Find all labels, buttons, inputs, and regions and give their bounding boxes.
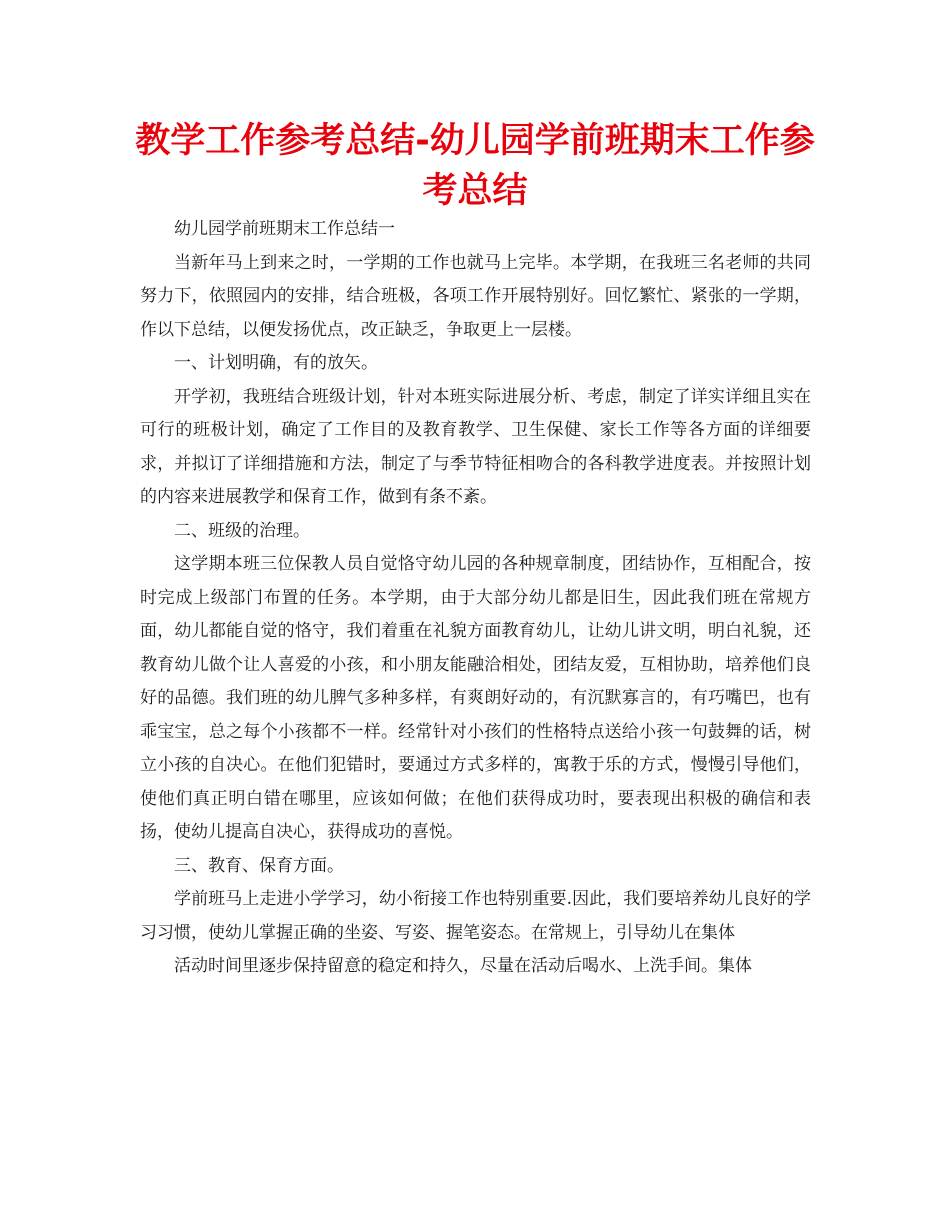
paragraph-intro: 当新年马上到来之时，一学期的工作也就马上完毕。本学期，在我班三名老师的共同努力下，依照园内的安排，结合班极，各项工作开展特别好。回忆繁忙、紧张的一学期，作以下总结，以便发扬优点，改正缺乏，争取更上一层楼。 [140,252,811,340]
paragraph-education-care: 学前班马上走进小学学习，幼小衔接工作也特别重要.因此，我们要培养幼儿良好的学习习惯，使幼儿掌握正确的坐姿、写姿、握笔姿态。在常规上，引导幼儿在集体 [140,889,811,943]
document-title: 教学工作参考总结-幼儿园学前班期末工作参考总结 [135,121,815,211]
section-heading-education-care: 三、教育、保育方面。 [174,855,344,876]
paragraph-continued: 活动时间里逐步保持留意的稳定和持久，尽量在活动后喝水、上洗手间。集体 [174,956,752,976]
section-heading-plan: 一、计划明确，有的放矢。 [174,353,378,373]
document-body [140,213,811,984]
paragraph-heading-summary-one: 幼儿园学前班期末工作总结一 [174,219,395,239]
section-heading-class-management: 二、班级的治理。 [174,520,310,541]
paragraph-class-management: 这学期本班三位保教人员自觉恪守幼儿园的各种规章制度，团结协作，互相配合，按时完成上级部门布置的任务。本学期，由于大部分幼儿都是旧生，因此我们班在常规方面，幼儿都能自觉的恪守，我们着重在礼貌方面教育幼儿，让幼儿讲文明，明白礼貌，还教育幼儿做个让人喜爱的小孩，和小朋友能融洽相处，团结友爱，互相协助，培养他们良好的品德。我们班的幼儿脾气多种多样，有爽朗好动的，有沉默寡言的，有巧嘴巴，也有乖宝宝，总之每个小孩都不一样。经常针对小孩们的性格特点送给小孩一句鼓舞的话，树立小孩的自决心。在他们犯错时，要通过方式多样的，寓教于乐的方式，慢慢引导他们，使他们真正明白错在哪里，应该如何做；在他们获得成功时，要表现出积极的确信和表扬，使幼儿提高自决心，获得成功的喜悦。 [140,554,811,842]
paragraph-plan: 开学初，我班结合班级计划，针对本班实际进展分析、考虑，制定了详实详细且实在可行的班极计划，确定了工作目的及教育教学、卫生保健、家长工作等各方面的详细要求，并拟订了详细措施和方法，制定了与季节特征相吻合的各科教学进度表。并按照计划的内容来进展教学和保育工作，做到有条不紊。 [140,386,811,507]
